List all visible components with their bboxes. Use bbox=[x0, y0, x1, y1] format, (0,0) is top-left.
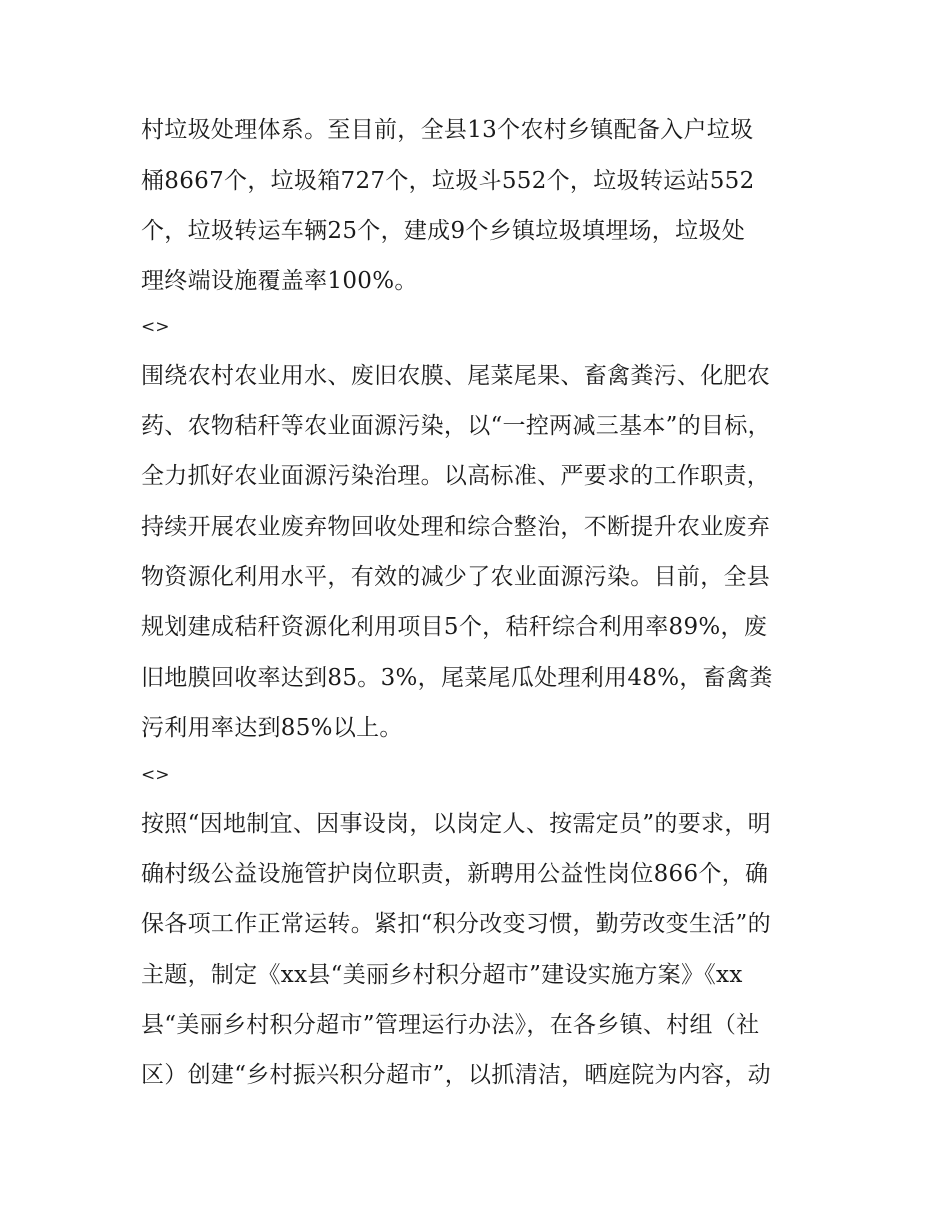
text-line: 桶8667个，垃圾箱727个，垃圾斗552个，垃圾转运站552 bbox=[141, 168, 755, 194]
text-line: 村垃圾处理体系。至目前，全县13个农村乡镇配备入户垃圾 bbox=[141, 117, 754, 143]
text-line: 持续开展农业废弃物回收处理和综合整治，不断提升农业废弃 bbox=[141, 514, 771, 540]
text-line: 主题，制定《xx县“美丽乡村积分超市”建设实施方案》《xx bbox=[141, 962, 743, 988]
text-line: 规划建成秸秆资源化利用项目5个，秸秆综合利用率89%，废 bbox=[141, 614, 768, 640]
text-line: 物资源化利用水平，有效的减少了农业面源污染。目前，全县 bbox=[141, 564, 771, 590]
text-line: 确村级公益设施管护岗位职责，新聘用公益性岗位866个，确 bbox=[141, 861, 769, 887]
text-line: 围绕农村农业用水、废旧农膜、尾菜尾果、畜禽粪污、化肥农 bbox=[141, 363, 771, 389]
separator: <> bbox=[141, 317, 170, 337]
text-line: 按照“因地制宜、因事设岗，以岗定人、按需定员”的要求，明 bbox=[141, 811, 771, 837]
text-line: 药、农物秸秆等农业面源污染，以“一控两减三基本”的目标， bbox=[141, 413, 771, 439]
text-line: 全力抓好农业面源污染治理。以高标准、严要求的工作职责， bbox=[141, 463, 771, 489]
text-line: 保各项工作正常运转。紧扣“积分改变习惯，勤劳改变生活”的 bbox=[141, 911, 771, 937]
text-line: 污利用率达到85%以上。 bbox=[141, 715, 403, 741]
text-line: 个，垃圾转运车辆25个，建成9个乡镇垃圾填埋场，垃圾处 bbox=[141, 218, 745, 244]
text-line: 区）创建“乡村振兴积分超市”，以抓清洁，晒庭院为内容，动 bbox=[141, 1062, 771, 1088]
text-line: 理终端设施覆盖率100%。 bbox=[141, 268, 418, 294]
text-line: 旧地膜回收率达到85。3%，尾菜尾瓜处理利用48%，畜禽粪 bbox=[141, 665, 773, 691]
separator: <> bbox=[141, 765, 170, 785]
text-line: 县“美丽乡村积分超市”管理运行办法》，在各乡镇、村组（社 bbox=[141, 1012, 760, 1038]
